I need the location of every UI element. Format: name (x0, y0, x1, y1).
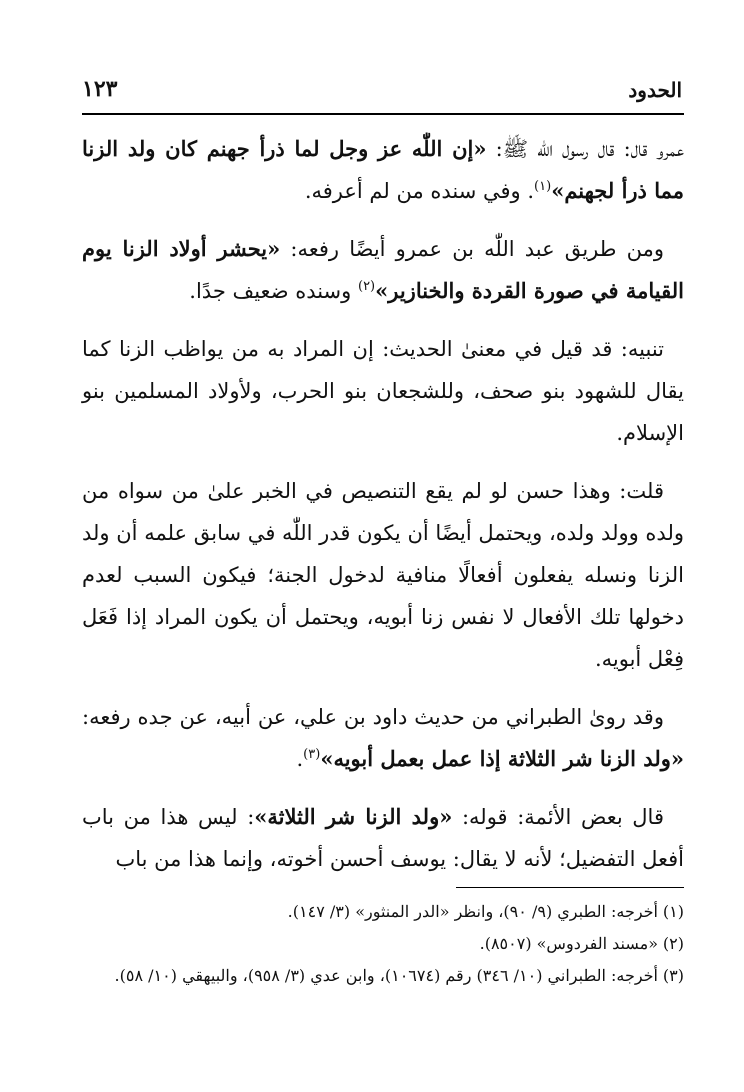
page-number: ١٢٣ (82, 76, 118, 102)
footnote-text: أخرجه: الطبراني (١٠/ ٣٤٦) رقم (١٠٦٧٤)، وابن عدي (٣/ ٩٥٨)، والبيهقي (١٠/ ٥٨). (114, 966, 658, 985)
footnotes (82, 896, 684, 992)
text-span: . وفي سنده من لم أعرفه. (304, 179, 535, 203)
main-text (82, 128, 684, 896)
footnote-marker: (١) (534, 179, 552, 194)
footnote-number: (٣) (662, 966, 684, 985)
text-span: وسنده ضعيف جدًا. (189, 279, 358, 303)
footnote (82, 928, 684, 960)
text-span: عمرو قال: قال رسول اللّٰه ﷺ: (486, 137, 685, 161)
hadith-quote: «يحشر أولاد الزنا يوم القيامة في صورة القردة والخنازير» (82, 236, 684, 303)
footnote-text: «مسند الفردوس» (٨٥٠٧). (479, 934, 658, 953)
footnote-text: أخرجه: الطبري (٩/ ٩٠)، وانظر «الدر المنثور» (٣/ ١٤٧). (287, 902, 658, 921)
paragraph (82, 470, 684, 680)
text-span: . (296, 747, 304, 771)
paragraph (82, 228, 684, 312)
page-header (82, 72, 682, 108)
footnote-number: (٢) (662, 934, 684, 953)
hadith-quote: «إن اللّٰه عز وجل لما ذرأ جهنم كان ولد الزنا مما ذرأ لجهنم» (82, 136, 684, 203)
text-span: وقد روىٰ الطبراني من حديث داود بن علي، عن أبيه، عن جده رفعه: (82, 705, 664, 729)
chapter-title: الحدود (628, 78, 682, 102)
hadith-quote: «ولد الزنا شر الثلاثة» (254, 804, 453, 829)
footnote (82, 896, 684, 928)
paragraph (82, 696, 684, 780)
header-divider (82, 113, 684, 115)
text-span: تنبيه: قد قيل في معنىٰ الحديث: إن المراد به من يواظب الزنا كما يقال للشهود بنو صحف، وللشجعان بنو الحرب، ولأولاد المسلمين بنو الإسلام. (82, 337, 684, 445)
text-span: ومن طريق عبد اللّٰه بن عمرو أيضًا رفعه: (280, 237, 664, 261)
footnote-divider (456, 887, 684, 888)
text-span: قلت: وهذا حسن لو لم يقع التنصيص في الخبر علىٰ من سواه من ولده وولد ولده، ويحتمل أيضًا أن يكون قدر اللّٰه في سابق علمه أن ولد الزنا ونسله يفعلون أفعالًا منافية لدخول الجنة؛ فيكون السبب لعدم دخولها تلك الأفعال لا نفس زنا أبويه، ويحتمل أن يكون المراد إذا فَعَل فِعْل أبويه. (82, 479, 684, 671)
footnote-marker: (٢) (357, 279, 376, 294)
text-span: : ليس هذا من باب أفعل التفضيل؛ لأنه لا يقال: يوسف أحسن أخوته، وإنما هذا من باب (82, 805, 684, 871)
paragraph (82, 128, 684, 212)
footnote-number: (١) (662, 902, 684, 921)
footnote-marker: (٣) (303, 747, 321, 762)
hadith-quote: «ولد الزنا شر الثلاثة إذا عمل بعمل أبويه» (320, 746, 684, 771)
paragraph (82, 328, 684, 454)
footnote (82, 960, 684, 992)
paragraph (82, 796, 684, 880)
text-span: قال بعض الأئمة: قوله: (452, 805, 664, 829)
